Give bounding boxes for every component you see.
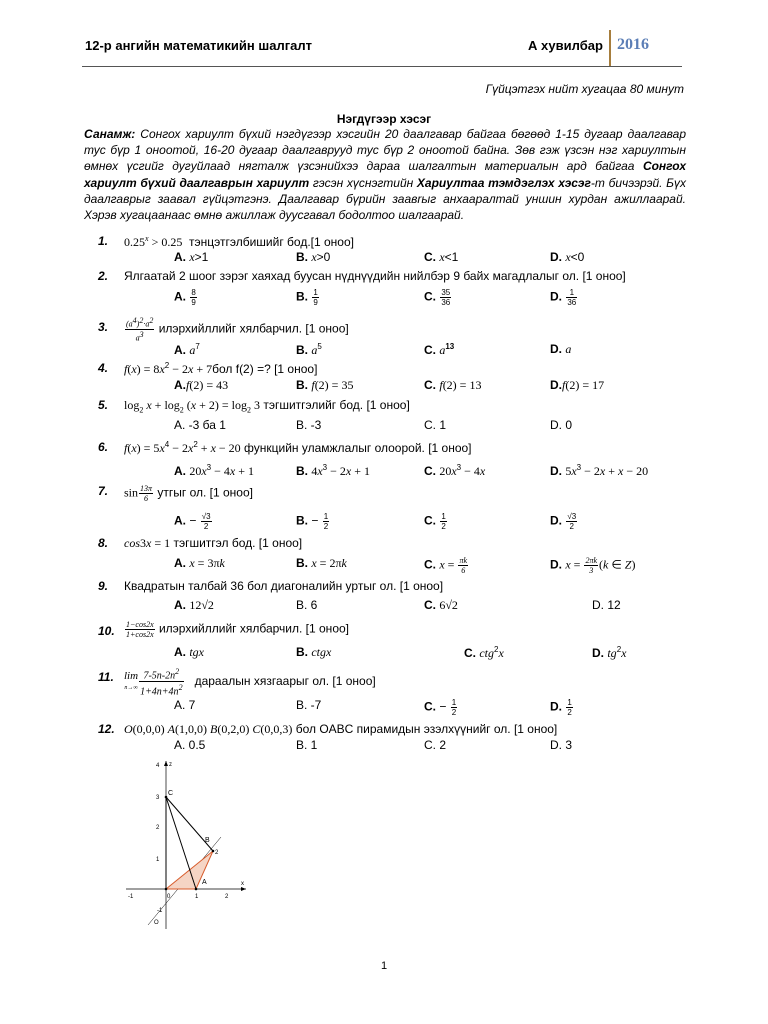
options-9: А. 12√2 В. 6 С. 6√2 D. 12 — [174, 598, 621, 612]
options-10: А. tgx В. ctgx С. ctg$^2$x D. $tg^2x$ — [174, 645, 627, 660]
svg-text:3: 3 — [156, 795, 160, 801]
svg-text:C: C — [168, 790, 174, 797]
section-title: Нэгдүгээр хэсэг — [336, 112, 432, 126]
svg-text:1: 1 — [156, 857, 160, 863]
variant-label: А хувилбар — [528, 38, 603, 53]
header-rule — [82, 66, 682, 67]
options-11: А. 7 В. -7 С. − $\frac{1}{2}$ D. $\frac{1}{2}$ — [174, 698, 572, 717]
options-2: А. $\frac{8}{9}$ В. $\frac{1}{9}$ С. $\frac{35}{36}$ D. $\frac{1}{36}$ — [174, 288, 577, 307]
svg-text:4: 4 — [156, 763, 160, 769]
time-note: Гүйцэтгэх нийт хугацаа 80 минут — [485, 82, 684, 96]
options-1: А. x>1 В. x>0 С. x<1 D. x<0 — [174, 250, 585, 264]
svg-text:2: 2 — [225, 894, 229, 900]
svg-text:O: O — [154, 920, 159, 926]
svg-text:1: 1 — [195, 894, 199, 900]
options-7: А. − $\frac{√3}{2}$ В. − $\frac{1}{2}$ С. $\frac{1}{2}$ D. $\frac{√3}{2}$ — [174, 512, 577, 531]
svg-text:x: x — [241, 881, 244, 887]
year-label: 2016 — [617, 36, 649, 53]
page-number: 1 — [380, 960, 388, 972]
svg-text:z: z — [169, 762, 172, 768]
svg-text:B: B — [205, 837, 210, 844]
options-6: А. $20x^3 - 4x + 1$ В. $4x^3 - 2x + 1$ С. $20x^3 - 4x$ D. $5x^3 - 2x + x - 20$ — [174, 463, 649, 478]
options-3: А. $a^7$ В. $a^5$ С. $a^{13}$ D. a — [174, 342, 572, 357]
header-separator — [609, 30, 611, 66]
options-4: А.f(2) = 43 В. f(2) = 35 С. f(2) = 13 D.f(2) = 17 — [174, 378, 605, 392]
options-12: А. 0.5 В. 1 С. 2 D. 3 — [174, 738, 573, 752]
instructions-label: Санамж: — [84, 127, 136, 141]
svg-text:2: 2 — [215, 850, 219, 856]
svg-text:0: 0 — [167, 894, 171, 900]
svg-text:-1: -1 — [128, 894, 134, 900]
svg-text:A: A — [202, 879, 207, 886]
svg-text:-1: -1 — [157, 908, 163, 914]
options-8: А. x = 3πk В. x = 2πk С. x = $\frac{\pi k}{6}$ D. x = $\frac{2\pi k}{3}$ (k ∈ Z) — [174, 556, 636, 575]
pyramid-figure — [118, 757, 248, 932]
instructions: Санамж: Сонгох хариулт бүхий нэгдүгээр хэсгийн 20 даалгавар байгаа бөгөөд 1-15 дугаар даалгавар тус бүр 1 оноотой, 16-20 дугаар даалгаврууд тус бүр 2 оноотой байна. Зөв гэж үзсэн нэг хариултын өмнөх үсгийг дугуйлаад нягталж үзсэнийхээ дараа шалгалтын материалын ард байгаа Сонгох хариулт бүхий даалгаврын хариулт гэсэн хүснэгтийн Хариултаа тэмдэглэх хэсэг-т бичээрэй. Бүх даалгаврыг заавал гүйцэтгэнэ. Даалгавар бүрийн заавrыг анхааралтай уншин хурдан ажиллаарай. Хэрэв хугацаанаас өмнө ажиллаж дуусгавал бодолтоо шалгаарай. — [84, 127, 686, 223]
options-5: А. -3 ба 1 В. -3 С. 1 D. 0 — [174, 418, 573, 432]
exam-title: 12-р ангийн математикийн шалгалт — [85, 38, 312, 53]
page-header — [82, 30, 682, 66]
svg-text:2: 2 — [156, 825, 160, 831]
